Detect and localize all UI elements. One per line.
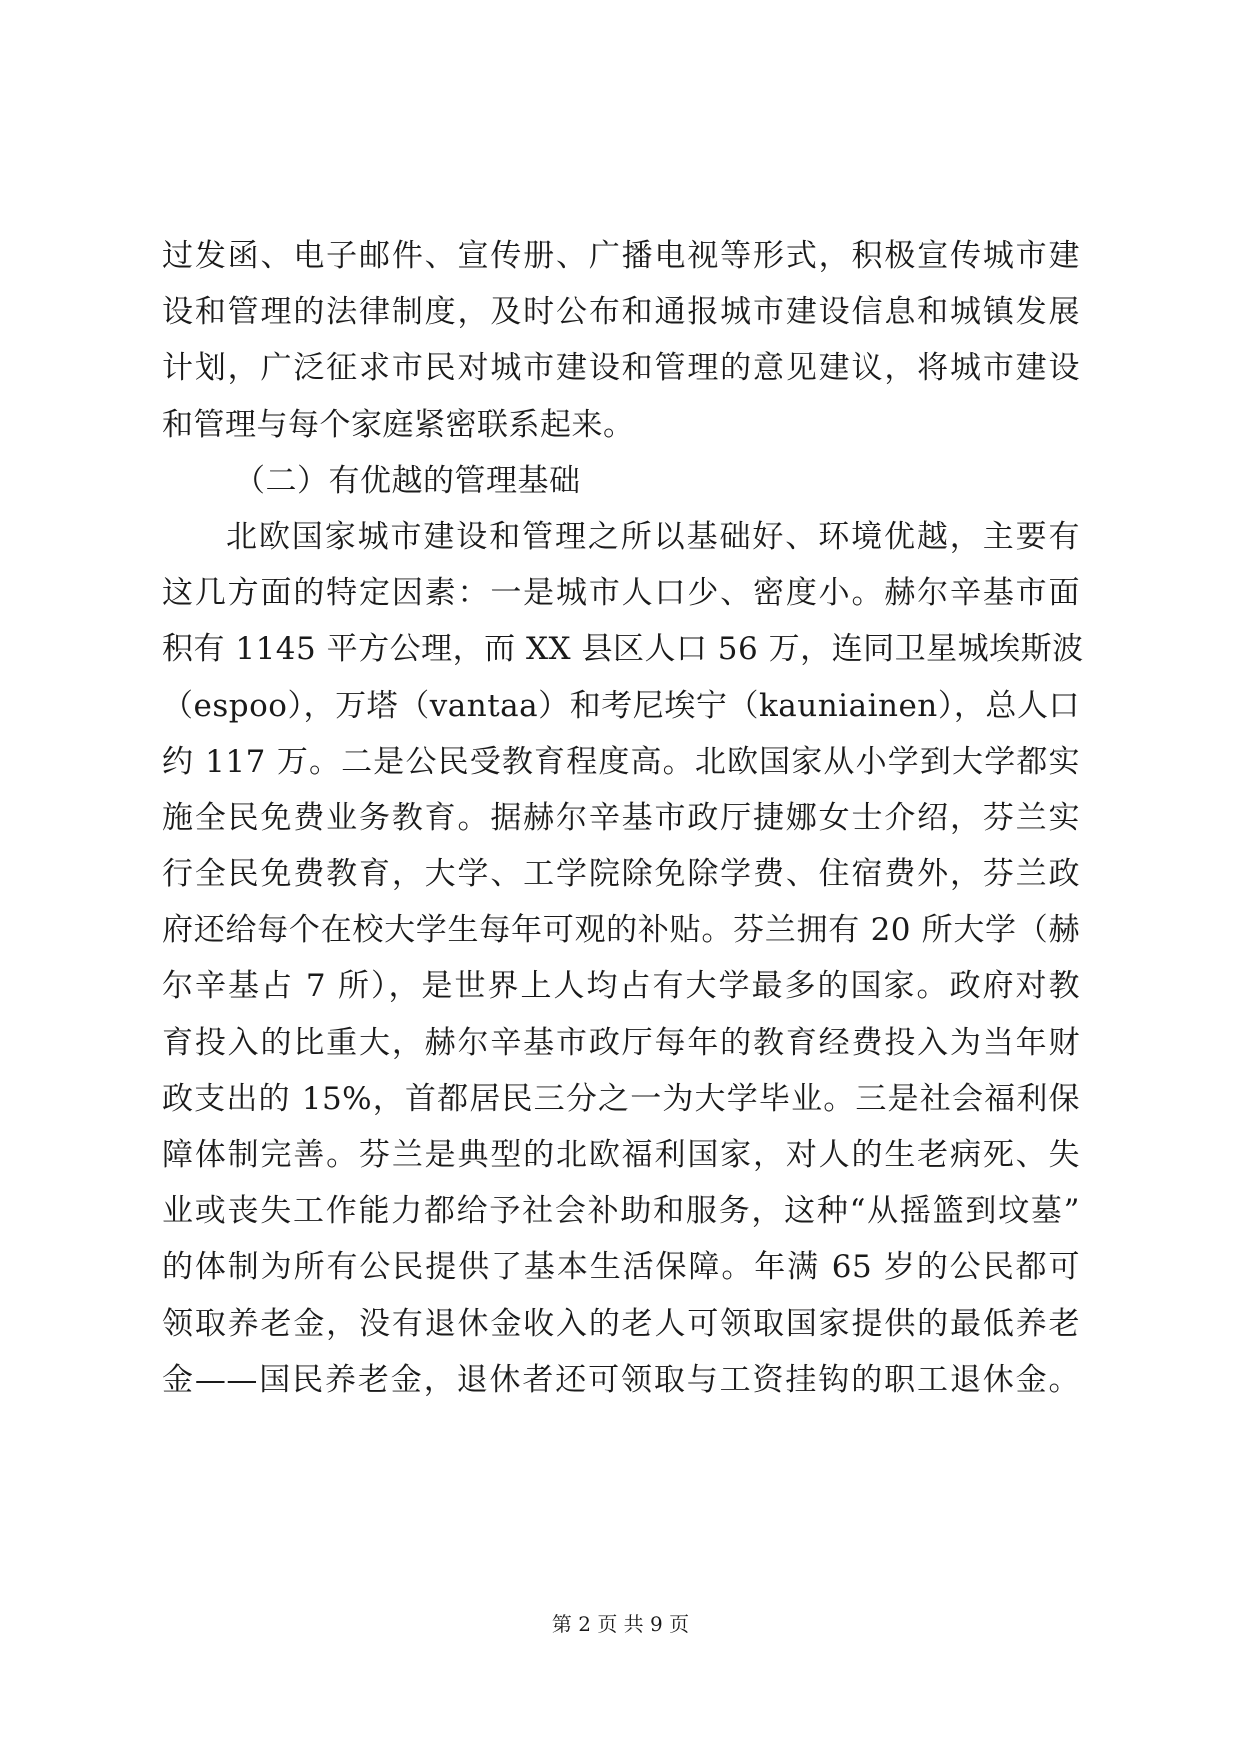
paragraph-line: 计划，广泛征求市民对城市建设和管理的意见建议，将城市建设: [162, 350, 1080, 387]
paragraph-line: 约 117 万。二是公民受教育程度高。北欧国家从小学到大学都实: [162, 743, 1080, 780]
paragraph-line: 政支出的 15%，首都居民三分之一为大学毕业。三是社会福利保: [162, 1080, 1080, 1117]
paragraph-line: 金——国民养老金，退休者还可领取与工资挂钩的职工退休金。: [162, 1361, 1080, 1398]
paragraph-line: 这几方面的特定因素：一是城市人口少、密度小。赫尔辛基市面: [162, 575, 1080, 612]
paragraph-line: 设和管理的法律制度，及时公布和通报城市建设信息和城镇发展: [162, 294, 1080, 331]
paragraph-line: 尔辛基占 7 所），是世界上人均占有大学最多的国家。政府对教: [162, 968, 1080, 1005]
paragraph-line: 的体制为所有公民提供了基本生活保障。年满 65 岁的公民都可: [162, 1249, 1080, 1286]
paragraph-line: 障体制完善。芬兰是典型的北欧福利国家，对人的生老病死、失: [162, 1137, 1080, 1173]
paragraph-line: 和管理与每个家庭紧密联系起来。: [162, 406, 635, 443]
paragraph-line: 育投入的比重大，赫尔辛基市政厅每年的教育经费投入为当年财: [162, 1024, 1080, 1061]
paragraph-line: 行全民免费教育，大学、工学院除免除学费、住宿费外，芬兰政: [162, 856, 1080, 893]
paragraph-line: 领取养老金，没有退休金收入的老人可领取国家提供的最低养老: [162, 1305, 1080, 1342]
paragraph-line: 北欧国家城市建设和管理之所以基础好、环境优越，主要有: [226, 518, 1080, 555]
page-number-footer: 第 2 页 共 9 页: [551, 1612, 690, 1636]
section-heading: （二）有优越的管理基础: [234, 462, 581, 499]
paragraph-line: 施全民免费业务教育。据赫尔辛基市政厅捷娜女士介绍，芬兰实: [162, 799, 1080, 836]
paragraph-line: 业或丧失工作能力都给予社会补助和服务，这种“从摇篮到坟墓”: [162, 1193, 1080, 1230]
paragraph-line: 过发函、电子邮件、宣传册、广播电视等形式，积极宣传城市建: [162, 238, 1080, 274]
document-body: [162, 228, 1084, 1408]
paragraph-line: 积有 1145 平方公理，而 XX 县区人口 56 万，连同卫星城埃斯波: [162, 631, 1084, 668]
paragraph-line: （espoo），万塔（vantaa）和考尼埃宁（kauniainen），总人口: [162, 687, 1080, 724]
paragraph-line: 府还给每个在校大学生每年可观的补贴。芬兰拥有 20 所大学（赫: [162, 912, 1080, 949]
